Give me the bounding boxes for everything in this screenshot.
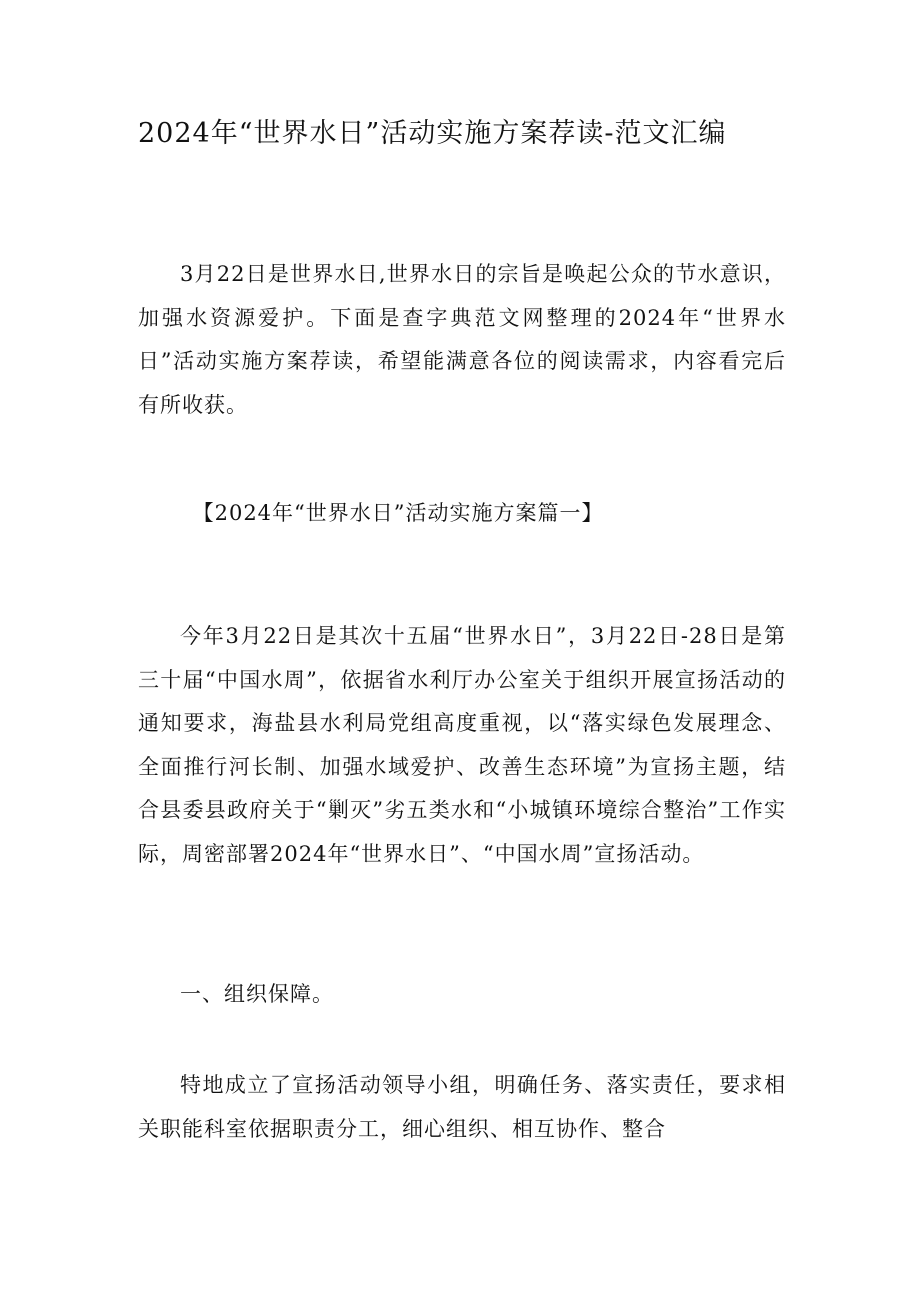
body-paragraph-1: 今年3月22日是其次十五届“世界水日”，3月22日-28日是第三十届“中国水周”，依据省水利厅办公室关于组织开展宣扬活动的通知要求，海盐县水利局党组高度重视，以“落实绿色发展理念、全面推行河长制、加强水域爱护、改善生态环境”为宣扬主题，结合县委县政府关于“剿灭”劣五类水和“小城镇环境综合整治”工作实际，周密部署2024年“世界水日”、“中国水周”宣扬活动。 xyxy=(138,624,786,866)
subsection-heading-1: 一、组织保障。 xyxy=(180,982,334,1006)
body-paragraph-2: 特地成立了宣扬活动领导小组，明确任务、落实责任，要求相关职能科室依据职责分工，细心组织、相互协作、整合 xyxy=(138,1073,786,1141)
intro-paragraph: 3月22日是世界水日,世界水日的宗旨是唤起公众的节水意识，加强水资源爱护。下面是查字典范文网整理的2024年“世界水日”活动实施方案荐读，希望能满意各位的阅读需求，内容看完后有所收获。 xyxy=(138,262,786,417)
document-title: 2024年“世界水日”活动实施方案荐读-范文汇编 xyxy=(138,118,727,149)
section-heading: 【2024年“世界水日”活动实施方案篇一】 xyxy=(192,501,604,525)
